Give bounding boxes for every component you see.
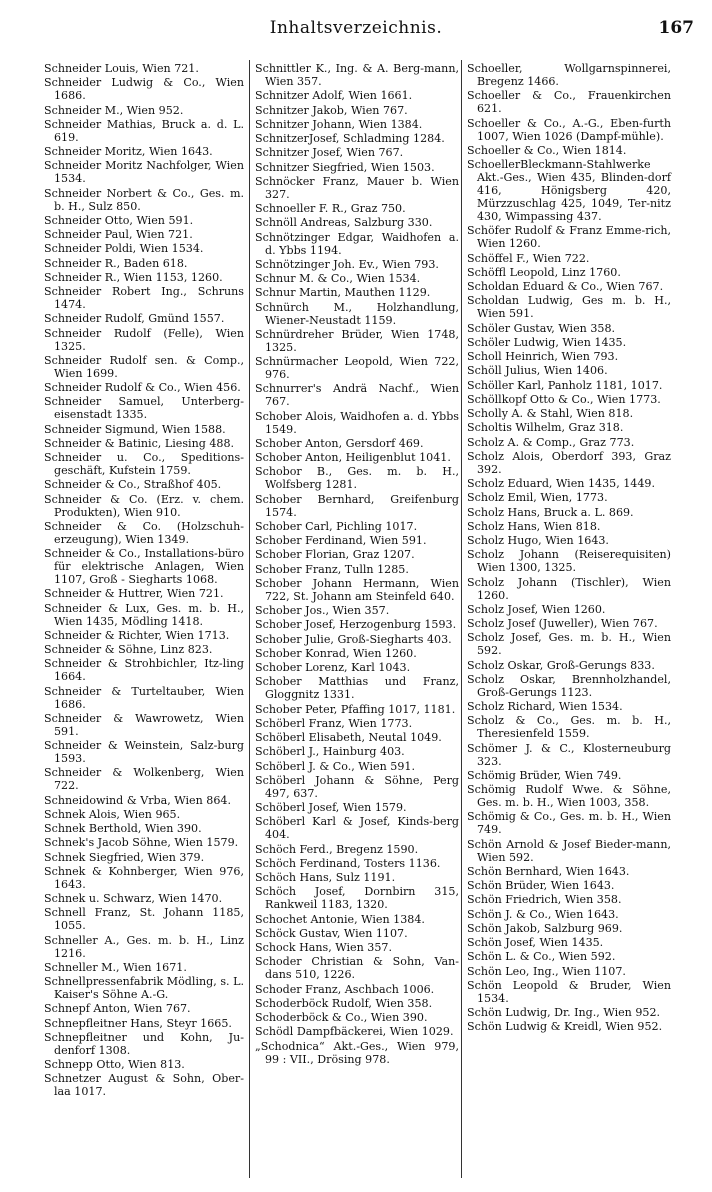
index-entry: Schnoeller F. R., Graz 750. [255,202,406,215]
index-entry: Schneider & Co. (Holzschuh-erzeugung), Wien 1349. [44,519,244,546]
index-entry: Schnitzer Johann, Wien 1384. [255,117,423,131]
page-title: Inhaltsverzeichnis. [269,18,443,38]
index-entry: Scholz Hans, Wien 818. [467,519,601,533]
index-entry: Schoeller & Co., Frauenkirchen 621. [467,89,671,116]
index-entry: Schön J. & Co., Wien 1643. [467,907,619,921]
index-entry: Schnürch M., Holzhandlung, Wiener-Neustadt 1159. [255,300,459,327]
index-entry: Schneider Robert Ing., Schruns 1474. [44,285,244,311]
index-entry: Schober Johann Hermann, Wien 722, St. Johann am Steinfeld 640. [255,576,459,603]
index-entry: Schön Ludwig & Kreidl, Wien 952. [467,1020,663,1034]
index-entry: Schneider Samuel, Unterberg-eisenstadt 1335. [44,395,244,422]
index-entry: Schneider & Huttrer, Wien 721. [44,587,224,601]
page-header [0,18,712,44]
index-entry: Schömer J. & C., Klosterneuburg 323. [467,741,671,768]
index-entry: Schochet Antonie, Wien 1384. [255,912,425,926]
index-entry: Schöllkopf Otto & Co., Wien 1773. [467,392,661,406]
index-entry: Schnellpressenfabrik Mödling, s. L. Kaiser's Söhne A.-G. [44,975,244,1001]
index-entry: Schock Hans, Wien 357. [255,941,392,954]
index-entry: Schöch Ferdinand, Tosters 1136. [255,856,441,870]
index-entry: Schnur M. & Co., Wien 1534. [255,272,421,285]
index-entry: Schoderböck & Co., Wien 390. [255,1011,428,1024]
index-entry: Scholz Emil, Wien, 1773. [467,491,608,505]
index-entry: Scholz Oskar, Groß-Gerungs 833. [467,658,655,672]
index-entry: Schneller A., Ges. m. b. H., Linz 1216. [44,933,244,960]
index-entry: Schöller Karl, Panholz 1181, 1017. [467,378,663,392]
index-entry: Schober Carl, Pichling 1017. [255,519,418,533]
index-entry: Schnöll Andreas, Salzburg 330. [255,216,433,230]
index-entry: Scholl Heinrich, Wien 793. [467,350,619,363]
index-entry: Schnitzer Josef, Wien 767. [255,146,404,160]
index-entry: Schober Bernhard, Greifenburg 1574. [255,492,459,519]
index-entry: Schoeller & Co., Wien 1814. [467,143,627,157]
index-entry: Schöch Josef, Dornbirn 315, Rankweil 1183, 1320. [255,885,459,912]
index-entry: Schneider & Söhne, Linz 823. [44,643,213,656]
index-column-2 [255,62,459,1067]
index-entry: Schneider & Co., Installations-büro für elektrische Anlagen, Wien 1107, Groß - Siegharts 1068. [44,547,244,586]
index-entry: Schober Lorenz, Karl 1043. [255,661,411,674]
index-entry: Schöberl Franz, Wien 1773. [255,716,413,730]
index-entry: Schneider Mathias, Bruck a. d. L. 619. [44,117,244,144]
index-entry: Schoderböck Rudolf, Wien 358. [255,996,433,1010]
index-entry: Schön Arnold & Josef Bieder-mann, Wien 592. [467,837,671,864]
index-entry: Schnepfleitner Hans, Steyr 1665. [44,1016,232,1030]
index-entry: Schnittler K., Ing. & A. Berg-mann, Wien 357. [255,62,459,88]
index-entry: Schnek & Kohnberger, Wien 976, 1643. [44,864,244,891]
index-entry: Schneider & Wawrowetz, Wien 591. [44,711,244,738]
index-entry: Schnetzer August & Sohn, Ober-laa 1017. [44,1072,244,1099]
index-entry: Scholz Johann (Tischler), Wien 1260. [467,575,671,602]
index-entry: Schnöcker Franz, Mauer b. Wien 327. [255,174,459,201]
index-entry: Schön Bernhard, Wien 1643. [467,864,630,878]
index-entry: Scholz Josef, Ges. m. b. H., Wien 592. [467,631,671,658]
index-entry: Schöberl Elisabeth, Neutal 1049. [255,731,442,744]
column-divider-left [249,60,250,1178]
index-entry: Schnitzer Adolf, Wien 1661. [255,89,413,103]
index-entry: Schömig Brüder, Wien 749. [467,768,622,782]
index-entry: Schneider Rudolf sen. & Comp., Wien 1699. [44,353,244,380]
index-entry: Schneider Poldi, Wien 1534. [44,242,204,256]
column-divider-right [461,60,462,1178]
index-entry: Schneider Louis, Wien 721. [44,62,199,75]
index-entry: Schober Matthias und Franz, Gloggnitz 1331. [255,675,459,702]
index-entry: Schöffel F., Wien 722. [467,251,590,265]
index-entry: Schneider & Lux, Ges. m. b. H., Wien 1435, Mödling 1418. [44,601,244,628]
index-entry: Schöberl Johann & Söhne, Perg 497, 637. [255,773,459,800]
index-entry: Schnek u. Schwarz, Wien 1470. [44,892,223,905]
index-entry: Schnitzer Jakob, Wien 767. [255,103,408,117]
index-entry: Scholdan Eduard & Co., Wien 767. [467,280,664,293]
index-entry: Schoeller, Wollgarnspinnerei, Bregenz 1466. [467,62,671,88]
index-entry: Scholz Richard, Wien 1534. [467,700,623,713]
index-entry: Schobor B., Ges. m. b. H., Wolfsberg 1281. [255,465,459,492]
index-entry: Scholly A. & Stahl, Wien 818. [467,407,634,420]
index-entry: Schneider Rudolf & Co., Wien 456. [44,381,241,394]
index-entry: Schneider & Wolkenberg, Wien 722. [44,766,244,793]
index-entry: Schön Leo, Ing., Wien 1107. [467,964,626,978]
index-entry: Schober Florian, Graz 1207. [255,548,415,562]
index-entry: Scholz Hugo, Wien 1643. [467,534,609,547]
index-entry: Schneider Moritz Nachfolger, Wien 1534. [44,159,244,186]
index-entry: Schöch Ferd., Bregenz 1590. [255,842,419,856]
index-entry: Schöch Hans, Sulz 1191. [255,871,396,884]
index-entry: Scholz Hans, Bruck a. L. 869. [467,505,634,519]
index-entry: Schnitzer Siegfried, Wien 1503. [255,160,435,174]
index-entry: Schober Ferdinand, Wien 591. [255,534,427,547]
index-entry: Schöfer Rudolf & Franz Emme-rich, Wien 1260. [467,224,671,251]
index-entry: Schneider Sigmund, Wien 1588. [44,422,226,436]
index-entry: Schnek Alois, Wien 965. [44,807,181,821]
index-entry: Schöberl J. & Co., Wien 591. [255,759,415,773]
index-entry: Schnepf Anton, Wien 767. [44,1002,191,1016]
index-entry: Schneider Otto, Wien 591. [44,213,194,227]
index-entry: Schön L. & Co., Wien 592. [467,950,616,964]
index-entry: Schödl Dampfbäckerei, Wien 1029. [255,1025,454,1039]
index-column-3 [467,62,671,1035]
index-entry: Schneidowind & Vrba, Wien 864. [44,793,231,807]
index-entry: Schoeller & Co., A.-G., Eben-furth 1007, Wien 1026 (Dampf-mühle). [467,116,671,143]
index-entry: Schober Jos., Wien 357. [255,604,390,617]
index-entry: Schneider & Weinstein, Salz-burg 1593. [44,739,244,765]
index-entry: Schnek Siegfried, Wien 379. [44,850,205,864]
index-entry: Scholz Eduard, Wien 1435, 1449. [467,477,656,490]
index-entry: Scholz Josef (Juweller), Wien 767. [467,617,658,630]
index-entry: Schön Josef, Wien 1435. [467,936,604,949]
index-entry: Schneller M., Wien 1671. [44,960,187,974]
index-entry: Scholtis Wilhelm, Graz 318. [467,421,624,435]
index-entry: Scholz A. & Comp., Graz 773. [467,435,635,449]
index-entry: Schneider & Richter, Wien 1713. [44,628,230,642]
index-entry: Schnepp Otto, Wien 813. [44,1058,185,1071]
index-entry: Schnürdreher Brüder, Wien 1748, 1325. [255,327,459,354]
index-entry: Schön Ludwig, Dr. Ing., Wien 952. [467,1006,661,1019]
index-entry: Schöler Gustav, Wien 358. [467,321,616,335]
index-entry: Scholz Oskar, Brennholzhandel, Groß-Gerungs 1123. [467,672,671,699]
index-entry: Schöberl J., Hainburg 403. [255,745,405,759]
index-entry: Schnek Berthold, Wien 390. [44,822,202,835]
index-entry: Schober Anton, Gersdorf 469. [255,436,424,450]
index-entry: Schober Peter, Pfaffing 1017, 1181. [255,702,456,716]
index-entry: Schöler Ludwig, Wien 1435. [467,335,627,349]
index-entry: Schnepfleitner und Kohn, Ju-denforf 1308. [44,1030,244,1057]
index-entry: Schömig & Co., Ges. m. b. H., Wien 749. [467,810,671,837]
index-entry: Schneider & Batinic, Liesing 488. [44,436,235,450]
index-entry: Scholz & Co., Ges. m. b. H., Theresienfeld 1559. [467,714,671,741]
index-entry: Schneider R., Wien 1153, 1260. [44,270,223,284]
index-entry: Schober Franz, Tulln 1285. [255,562,409,576]
index-entry: Schober Anton, Heiligenblut 1041. [255,451,451,464]
index-entry: „Schodnica“ Akt.-Ges., Wien 979, 99 : VII., Drösing 978. [255,1039,459,1066]
index-entry: Schön Leopold & Bruder, Wien 1534. [467,978,671,1005]
index-entry: Schön Friedrich, Wien 358. [467,893,622,907]
index-entry: Schober Josef, Herzogenburg 1593. [255,618,457,632]
index-entry: Schneider Norbert & Co., Ges. m. b. H., Sulz 850. [44,186,244,213]
index-entry: Schober Julie, Groß-Siegharts 403. [255,632,452,646]
index-entry: Scholz Alois, Oberdorf 393, Graz 392. [467,449,671,476]
index-entry: Schoder Franz, Aschbach 1006. [255,982,435,996]
index-entry: Scholdan Ludwig, Ges m. b. H., Wien 591. [467,294,671,321]
index-entry: Schober Konrad, Wien 1260. [255,646,417,660]
index-entry: Schneider Rudolf (Felle), Wien 1325. [44,326,244,353]
index-entry: Schnötzinger Joh. Ev., Wien 793. [255,257,439,271]
index-entry: Schöberl Karl & Josef, Kinds-berg 404. [255,815,459,842]
index-entry: Schnek's Jacob Söhne, Wien 1579. [44,836,239,850]
index-entry: Schnell Franz, St. Johann 1185, 1055. [44,906,244,933]
index-entry: Schneider u. Co., Speditions-geschäft, Kufstein 1759. [44,451,244,477]
index-entry: Schneider & Turteltauber, Wien 1686. [44,684,244,711]
index-entry: Schöffl Leopold, Linz 1760. [467,265,621,279]
index-entry: Schneider Rudolf, Gmünd 1557. [44,312,225,326]
index-entry: Schnürmacher Leopold, Wien 722, 976. [255,355,459,381]
index-entry: Schneider & Co., Straßhof 405. [44,478,222,492]
index-entry: Schön Jakob, Salzburg 969. [467,921,623,935]
index-entry: Schöck Gustav, Wien 1107. [255,926,408,940]
index-entry: Schneider & Co. (Erz. v. chem. Produkten), Wien 910. [44,492,244,519]
index-entry: Schneider R., Baden 618. [44,256,188,270]
index-entry: Scholz Josef, Wien 1260. [467,602,606,616]
page-number: 167 [658,18,694,38]
index-entry: Schoder Christian & Sohn, Van-dans 510, 1226. [255,955,459,982]
index-entry: Schneider Ludwig & Co., Wien 1686. [44,76,244,103]
index-entry: SchoellerBleckmann-Stahlwerke Akt.-Ges., Wien 435, Blinden-dorf 416, Hönigsberg 420, Mürzzuschlag 425, 1049, Ter-nitz 430, Wimpassing 437. [467,158,671,223]
index-entry: Schön Brüder, Wien 1643. [467,879,615,892]
index-entry: Schnötzinger Edgar, Waidhofen a. d. Ybbs 1194. [255,230,459,257]
index-entry: Schober Alois, Waidhofen a. d. Ybbs 1549. [255,409,459,436]
index-entry: Schnurrer's Andrä Nachf., Wien 767. [255,382,459,409]
index-entry: Scholz Johann (Reiserequisiten) Wien 1300, 1325. [467,548,671,575]
index-entry: Schöberl Josef, Wien 1579. [255,801,407,814]
index-column-1 [44,62,244,1100]
index-entry: SchnitzerJosef, Schladming 1284. [255,132,445,145]
index-entry: Schömig Rudolf Wwe. & Söhne, Ges. m. b. H., Wien 1003, 358. [467,783,671,809]
index-entry: Schöll Julius, Wien 1406. [467,364,608,378]
index-entry: Schneider M., Wien 952. [44,103,184,117]
index-entry: Schneider Moritz, Wien 1643. [44,145,213,158]
index-entry: Schneider & Strohbichler, Itz-ling 1664. [44,657,244,684]
index-entry: Schnur Martin, Mauthen 1129. [255,286,431,300]
index-entry: Schneider Paul, Wien 721. [44,228,193,241]
